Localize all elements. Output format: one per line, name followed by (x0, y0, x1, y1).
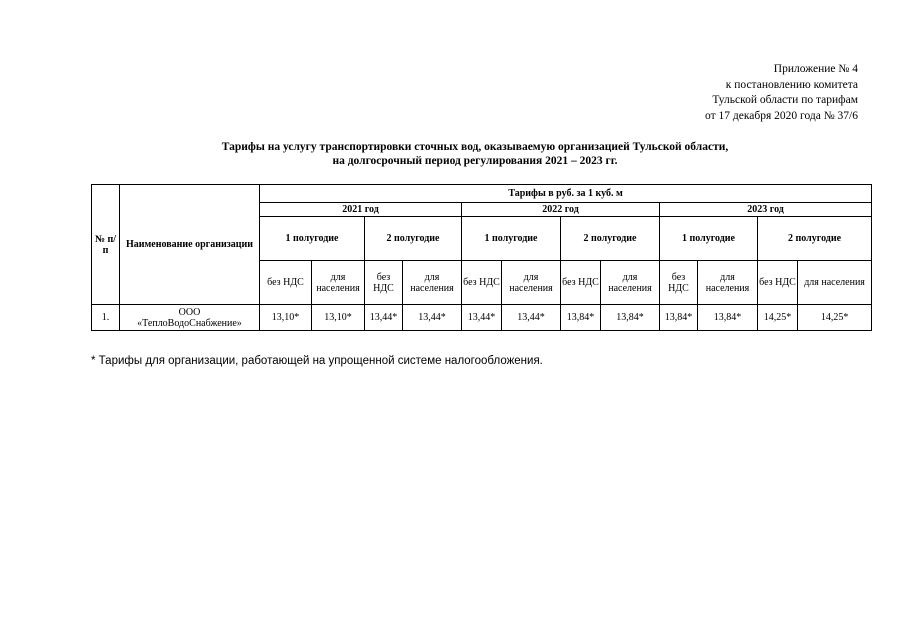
header-half: 2 полугодие (561, 217, 660, 261)
tariff-value: 13,84* (561, 305, 601, 331)
header-sub: для населения (698, 261, 758, 305)
header-num: № п/п (92, 185, 120, 305)
header-year: 2021 год (260, 203, 462, 217)
tariff-value: 14,25* (758, 305, 798, 331)
header-sub: без НДС (260, 261, 312, 305)
header-sub: для населения (312, 261, 365, 305)
appendix-line: к постановлению комитета (725, 78, 858, 91)
title-line: на долгосрочный период регулирования 2021 – 2023 гг. (332, 155, 618, 167)
tariff-value: 14,25* (798, 305, 872, 331)
tariff-value: 13,84* (601, 305, 660, 331)
appendix-line: Тульской области по тарифам (712, 94, 858, 106)
header-sub: без НДС (660, 261, 698, 305)
header-sub: для населения (601, 261, 660, 305)
header-sub: для населения (403, 261, 462, 305)
header-sub: без НДС (462, 261, 502, 305)
tariff-value: 13,44* (502, 305, 561, 331)
header-half: 1 полугодие (462, 217, 561, 261)
appendix-line: Приложение № 4 (773, 63, 858, 75)
tariffs-table (91, 184, 872, 331)
header-half: 2 полугодие (365, 217, 462, 261)
organization-form: ООО (178, 306, 201, 318)
header-organization: Наименование организации (120, 185, 260, 305)
header-half: 2 полугодие (758, 217, 872, 261)
organization-name: «ТеплоВодоСнабжение» (137, 317, 242, 329)
header-sub: без НДС (758, 261, 798, 305)
header-year: 2022 год (462, 203, 660, 217)
tariff-value: 13,84* (660, 305, 698, 331)
appendix-header (705, 62, 858, 124)
header-tariffs: Тарифы в руб. за 1 куб. м (260, 185, 872, 203)
tariff-value: 13,84* (698, 305, 758, 331)
header-half: 1 полугодие (260, 217, 365, 261)
header-half: 1 полугодие (660, 217, 758, 261)
header-sub: для населения (502, 261, 561, 305)
title-line: Тарифы на услугу транспортировки сточных вод, оказываемую организацией Тульской области, (221, 141, 729, 153)
document-title (80, 140, 870, 168)
header-sub: для населения (798, 261, 872, 305)
tariff-value: 13,44* (403, 305, 462, 331)
header-year: 2023 год (660, 203, 872, 217)
appendix-line: от 17 декабря 2020 года № 37/6 (705, 109, 858, 122)
header-sub: без НДС (561, 261, 601, 305)
header-sub: без НДС (365, 261, 403, 305)
tariff-value: 13,10* (312, 305, 365, 331)
row-organization (120, 305, 260, 331)
tariff-value: 13,10* (260, 305, 312, 331)
table-row (92, 305, 872, 331)
row-num: 1. (92, 305, 120, 331)
tariff-value: 13,44* (462, 305, 502, 331)
tariff-value: 13,44* (365, 305, 403, 331)
footnote: * Тарифы для организации, работающей на упрощенной системе налогообложения. (91, 355, 543, 367)
